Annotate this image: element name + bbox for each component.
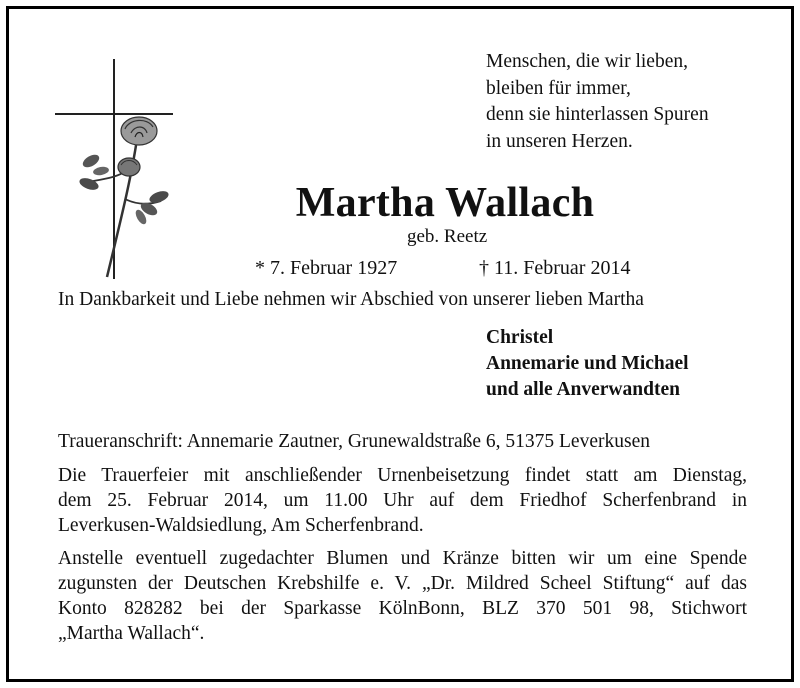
- mourner-name: und alle Anverwandten: [486, 379, 680, 400]
- mourner-name: Annemarie und Michael: [486, 353, 689, 374]
- death-date: † 11. Februar 2014: [479, 257, 631, 279]
- maiden-name: geb. Reetz: [407, 226, 488, 247]
- mourners: [486, 325, 689, 403]
- donation-line: „Martha Wallach“.: [58, 623, 205, 644]
- poem: [486, 49, 709, 155]
- mourner-name: Christel: [486, 327, 554, 348]
- ceremony-line: dem 25. Februar 2014, um 11.00 Uhr auf dem Friedhof Scherfenbrand in: [58, 490, 747, 511]
- poem-line: denn sie hinterlassen Spuren: [486, 104, 709, 125]
- mourning-address: Traueranschrift: Annemarie Zautner, Grunewaldstraße 6, 51375 Leverkusen: [58, 431, 650, 452]
- poem-line: Menschen, die wir lieben,: [486, 51, 688, 72]
- birth-date: * 7. Februar 1927: [255, 257, 398, 279]
- farewell-text: In Dankbarkeit und Liebe nehmen wir Abschied von unserer lieben Martha: [58, 289, 644, 310]
- ceremony-paragraph: [58, 463, 747, 538]
- poem-line: bleiben für immer,: [486, 77, 631, 99]
- donation-line: Anstelle eventuell zugedachter Blumen und Kränze bitten wir um eine Spende: [58, 548, 747, 569]
- deceased-name: Martha Wallach: [295, 180, 595, 226]
- obituary-notice: [6, 6, 794, 682]
- poem-line: in unseren Herzen.: [486, 130, 633, 152]
- ceremony-line: Leverkusen-Waldsiedlung, Am Scherfenbrand.: [58, 515, 424, 536]
- donation-line: Konto 828282 bei der Sparkasse KölnBonn, BLZ 370 501 98, Stichwort: [58, 598, 747, 619]
- donation-line: zugunsten der Deutschen Krebshilfe e. V. „Dr. Mildred Scheel Stiftung“ auf das: [58, 573, 747, 594]
- ceremony-line: Die Trauerfeier mit anschließender Urnenbeisetzung findet statt am Dienstag,: [58, 465, 747, 486]
- cross-with-rose-icon: [49, 59, 179, 289]
- donation-paragraph: [58, 546, 747, 646]
